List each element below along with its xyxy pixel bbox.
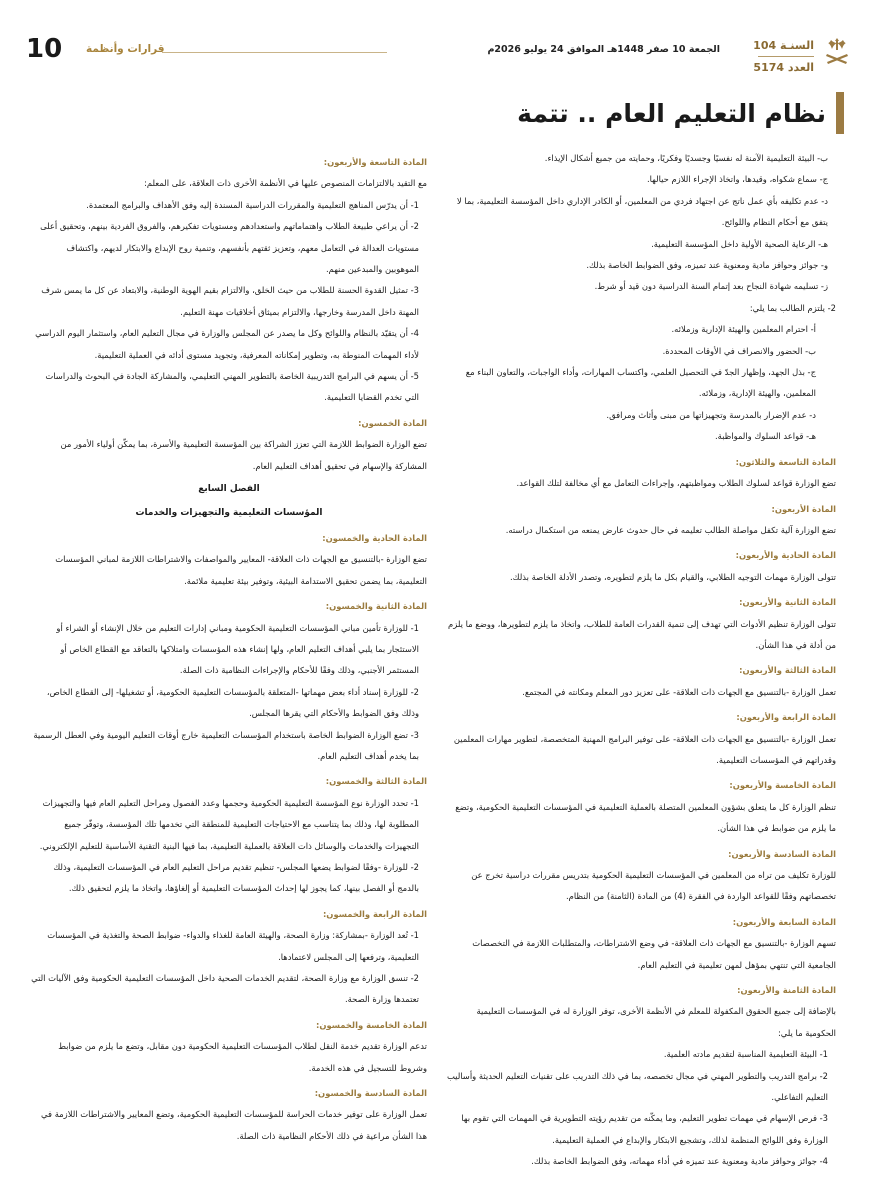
paragraph: تضع الوزارة -بالتنسيق مع الجهات ذات العلاقة- المعايير والمواصفات والاشتراطات اللازمة لمباني المؤسسات التعليمية، بما يضمن تحقيق الاستدامة البيئية، وتوفير بيئة تعليمية ملائمة. [55, 554, 427, 586]
article-heading: المادة الحادية والأربعون: [735, 550, 836, 561]
numbered-item: 5- أن يسهم في البرامج التدريبية الخاصة بالتطوير المهني التعليمي، والمشاركة الجادة في البحوث والدراسات التي تخدم القضايا التعليمية. [45, 371, 419, 403]
article-heading: المادة الثامنة والأربعون: [737, 985, 836, 996]
article-title: نظام التعليم العام .. تتمة [517, 98, 826, 128]
section-name: قرارات وأنظمة [86, 43, 165, 55]
numbered-item: و- جوائز وحوافز مادية ومعنوية عند تميزه، وفق الضوابط الخاصة بذلك. [586, 260, 828, 271]
right-column [446, 148, 836, 1173]
numbered-item: 1- البيئة التعليمية المناسبة لتقديم مادته العلمية. [663, 1049, 828, 1060]
numbered-item: د- عدم تكليفه بأي عمل ناتج عن اجتهاد فردي من المعلمين، أو الكادر الإداري داخل المؤسسة التعليمية، بما لا يتفق مع أحكام النظام واللوائح. [456, 195, 828, 228]
issue-date: الجمعة 10 صفر 1448هـ الموافق 24 يوليو 2026م [487, 44, 720, 55]
paragraph: للوزارة تكليف من تراه من المعلمين في المؤسسات التعليمية الحكومية بتدريس مقررات دراسية تخرج عن تخصصاتهم وفقًا للقواعد الواردة في الفقرة (4) من المادة (الثامنة) من النظام. [471, 870, 836, 902]
issue-divider [758, 56, 814, 57]
paragraph: تتولى الوزارة مهمات التوجيه الطلابي، والقيام بكل ما يلزم لتطويره، وتصدر الأدلة الخاصة بذلك. [509, 571, 836, 582]
numbered-item: 3- فرص الإسهام في مهمات تطوير التعليم، وما يمكّنه من تقديم رؤيته التطويرية في المهمات التي تقوم بها الوزارة وفق اللوائح المنظمة لذلك، وتشجيع الابتكار والإبداع في العملية التعليمية. [461, 1113, 828, 1145]
numbered-item: 1- للوزارة تأمين مباني المؤسسات التعليمية الحكومية ومباني إدارات التعليم من خلال الإنشاء أو الشراء أو الاستئجار بما يلبي أهداف التعليم العام، ولها إنشاء هذه المؤسسات وامتلاكها بالتعاقد مع القطاع الخاص أو المستثمر الأجنبي، وذلك وفقًا للأحكام والإجراءات النظامية ذات الصلة. [56, 622, 419, 676]
paragraph: مع التقيد بالالتزامات المنصوص عليها في الأنظمة الأخرى ذات العلاقة، على المعلم: [144, 178, 427, 189]
page-number: 10 [26, 34, 63, 64]
numbered-item: ج- سماع شكواه، وقيدها، واتخاذ الإجراء اللازم حيالها. [646, 174, 828, 185]
sub-item: ب- الحضور والانصراف في الأوقات المحددة. [662, 345, 816, 356]
paragraph: تدعم الوزارة تقديم خدمة النقل لطلاب المؤسسات التعليمية الحكومية دون مقابل، وتضع ما يلزم من ضوابط وشروط للتسجيل في هذه الخدمة. [58, 1041, 427, 1073]
article-title-block [517, 92, 844, 134]
article-heading: المادة الثانية والخمسون: [325, 601, 427, 612]
year-label: السنـة 104 [753, 39, 814, 52]
sub-item: هـ- قواعد السلوك والمواظبة. [714, 431, 816, 442]
header-rule [162, 52, 387, 53]
article-heading: المادة الخمسون: [358, 417, 427, 428]
chapter-heading: المؤسسات التعليمية والتجهيزات والخدمات [135, 507, 323, 518]
article-heading: المادة الرابعة والأربعون: [736, 712, 836, 723]
numbered-item: 2- للوزارة -وفقًا لضوابط يضعها المجلس- تنظيم تقديم مراحل التعليم العام في المؤسسات التعليمية، وذلك بالدمج أو الفصل بينها، كما يجوز لها إحداث المؤسسات التعليمية أو إلغاؤها، واتخاذ ما يلزم لتحقيق ذلك. [53, 862, 419, 894]
numbered-item: 4- جوائز وحوافز مادية ومعنوية عند تميزه في أداء مهماته، وفق الضوابط الخاصة بذلك. [531, 1156, 828, 1167]
article-heading: المادة التاسعة والأربعون: [323, 157, 427, 167]
numbered-item: 2- للوزارة إسناد أداء بعض مهماتها -المتعلقة بالمؤسسات التعليمية الحكومية، أو تشغيلها- إلى القطاع الخاص، وذلك وفق الضوابط والأحكام التي يقرها المجلس. [46, 686, 419, 719]
paragraph: تعمل الوزارة -بالتنسيق مع الجهات ذات العلاقة- على توفير البرامج المهنية المتخصصة، لتطوير مهارات المعلمين وقدراتهم في المؤسسات التعليمية. [453, 733, 836, 765]
paragraph: تضع الوزارة الضوابط اللازمة التي تعزز الشراكة بين المؤسسة التعليمية والأسرة، بما يمكّن أولياء الأمور من المشاركة والإسهام في تحقيق أهداف التعليم العام. [60, 439, 427, 471]
article-heading: المادة التاسعة والثلاثون: [735, 456, 836, 467]
article-heading: المادة السادسة والأربعون: [728, 848, 836, 859]
paragraph: تنظم الوزارة كل ما يتعلق بشؤون المعلمين المتصلة بالعملية التعليمية في المؤسسات التعليمية الحكومية، وتضع ما يلزم من ضوابط في هذا الشأن. [455, 801, 836, 834]
numbered-item: 1- تُعد الوزارة -بمشاركة: وزارة الصحة، والهيئة العامة للغذاء والدواء- ضوابط الصحة والتغذية في المؤسسات التعليمية، وترفعها إلى المجلس لاعتمادها. [47, 930, 419, 962]
sub-item: أ- احترام المعلمين والهيئة الإدارية وزملائه. [671, 324, 816, 335]
issue-info [753, 36, 814, 77]
page-header [22, 30, 852, 80]
article-heading: المادة الرابعة والخمسون: [322, 908, 427, 919]
paragraph: تسهم الوزارة -بالتنسيق مع الجهات ذات العلاقة- في وضع الاشتراطات، والمتطلبات اللازمة في التخصصات الجامعية التي تنتهي بمؤهل لمهن تعليمية في التعليم العام. [472, 938, 836, 970]
article-heading: المادة الثالثة والخمسون: [325, 776, 427, 787]
numbered-item: 1- تحدد الوزارة نوع المؤسسة التعليمية الحكومية وحجمها وعدد الفصول ومراحل التعليم العام فيها والتجهيزات المطلوبة لها، وذلك بما يتناسب مع الاحتياجات التعليمية للمنطقة التي تخدمها تلك المؤسسة، وتوفّر جميع التجهيزات والخدمات والوسائل ذات العلاقة بالعملية التعليمية، بما فيها البنية التقنية الأساسية للتعليم الإلكتروني. [39, 797, 419, 851]
paragraph: تعمل الوزارة -بالتنسيق مع الجهات ذات العلاقة- على تعزيز دور المعلم ومكانته في المجتمع. [522, 686, 836, 697]
left-column [31, 148, 427, 1147]
article-heading: المادة الثانية والأربعون: [739, 597, 836, 608]
article-heading: المادة السادسة والخمسون: [314, 1088, 427, 1099]
issue-number: العدد 5174 [753, 61, 814, 74]
paragraph: تعمل الوزارة على توفير خدمات الحراسة للمؤسسات التعليمية الحكومية، وتضع المعايير والاشتراطات اللازمة في هذا الشأن مراعية في ذلك الأحكام النظامية ذات الصلة. [41, 1109, 427, 1141]
article-heading: المادة الأربعون: [771, 503, 836, 514]
sub-item: د- عدم الإضرار بالمدرسة وتجهيزاتها من مبنى وأثاث ومرافق. [606, 409, 816, 420]
numbered-item: 1- أن يدرّس المناهج التعليمية والمقررات الدراسية المسندة إليه وفق الأهداف والبرامج المعتمدة. [86, 199, 419, 210]
article-heading: المادة الحادية والخمسون: [322, 532, 427, 543]
saudi-emblem-icon [822, 36, 852, 68]
paragraph: بالإضافة إلى جميع الحقوق المكفولة للمعلم في الأنظمة الأخرى، توفر الوزارة له في المؤسسات التعليمية الحكومية ما يلي: [476, 1006, 836, 1038]
article-heading: المادة الخامسة والأربعون: [729, 780, 836, 791]
numbered-item: 3- تمثيل القدوة الحسنة للطلاب من حيث الخلق، والالتزام بقيم الهوية الوطنية، والابتعاد عن كل ما يمس شرف المهنة داخل المدرسة وخارجها، والالتزام بميثاق أخلاقيات مهنة التعليم. [41, 285, 419, 317]
numbered-item: 4- أن يتقيّد بالنظام واللوائح وكل ما يصدر عن المجلس والوزارة في مجال التعليم العام، واستثمار اليوم الدراسي لأداء المهمات المنوطة به، وتطوير إمكاناته المعرفية، وتجويد مستوى أدائه في العملية التعليمية. [35, 328, 419, 360]
paragraph: تتولى الوزارة تنظيم الأدوات التي تهدف إلى تنمية القدرات العامة للطلاب، واتخاذ ما يلزم لتطويرها، ووضع ما يلزم من أدلة في هذا الشأن. [448, 618, 836, 650]
numbered-item: 2- برامج التدريب والتطوير المهني في مجال تخصصه، بما في ذلك التدريب على تقنيات التعليم الحديثة وأساليب التعليم التفاعلي. [446, 1070, 828, 1103]
article-heading: المادة الثالثة والأربعون: [739, 665, 836, 676]
chapter-heading: الفصل السابع [198, 484, 260, 495]
paragraph: تضع الوزارة قواعد لسلوك الطلاب ومواظبتهم، وإجراءات التعامل مع أي مخالفة لتلك القواعد. [516, 478, 836, 489]
numbered-item: 2- تنسق الوزارة مع وزارة الصحة، لتقديم الخدمات الصحية داخل المؤسسات التعليمية الحكومية وفق الآليات التي تعتمدها وزارة الصحة. [31, 973, 419, 1005]
paragraph: تضع الوزارة آلية تكفل مواصلة الطالب تعليمه في حال حدوث عارض يمنعه من استكمال دراسته. [505, 524, 836, 535]
numbered-item: ب- البيئة التعليمية الآمنة له نفسيًا وجسديًا وفكريًا، وحمايته من جميع أشكال الإيذاء. [544, 153, 828, 163]
title-accent-bar [836, 92, 844, 134]
sub-item: ج- بذل الجهد، وإظهار الجدّ في التحصيل العلمي، واكتساب المهارات، وأداء الواجبات، والتعاون البناء مع المعلمين، والهيئة الإدارية، وزملائه. [465, 367, 816, 399]
numbered-item: 3- تضع الوزارة الضوابط الخاصة باستخدام المؤسسات التعليمية خارج أوقات التعليم اليومية وفي العطل الرسمية بما يخدم أهداف التعليم العام. [33, 729, 419, 761]
article-heading: المادة السابعة والأربعون: [732, 916, 836, 927]
numbered-item: ز- تسليمه شهادة النجاح بعد إتمام السنة الدراسية دون قيد أو شرط. [594, 281, 828, 292]
paragraph: 2- يلتزم الطالب بما يلي: [749, 302, 836, 313]
numbered-item: هـ- الرعاية الصحية الأولية داخل المؤسسة التعليمية. [651, 238, 828, 249]
article-heading: المادة الخامسة والخمسون: [316, 1019, 427, 1030]
numbered-item: 2- أن يراعي طبيعة الطلاب واهتماماتهم واستعدادهم ومستويات تفكيرهم، والفروق الفردية بينهم، وتحقيق أعلى مستويات العدالة في التعامل معهم، وتعزيز ثقتهم بأنفسهم، وتنمية روح الإبداع والابتكار لديهم، واكتشاف الموهوبين والمبدعين منهم. [40, 221, 419, 275]
